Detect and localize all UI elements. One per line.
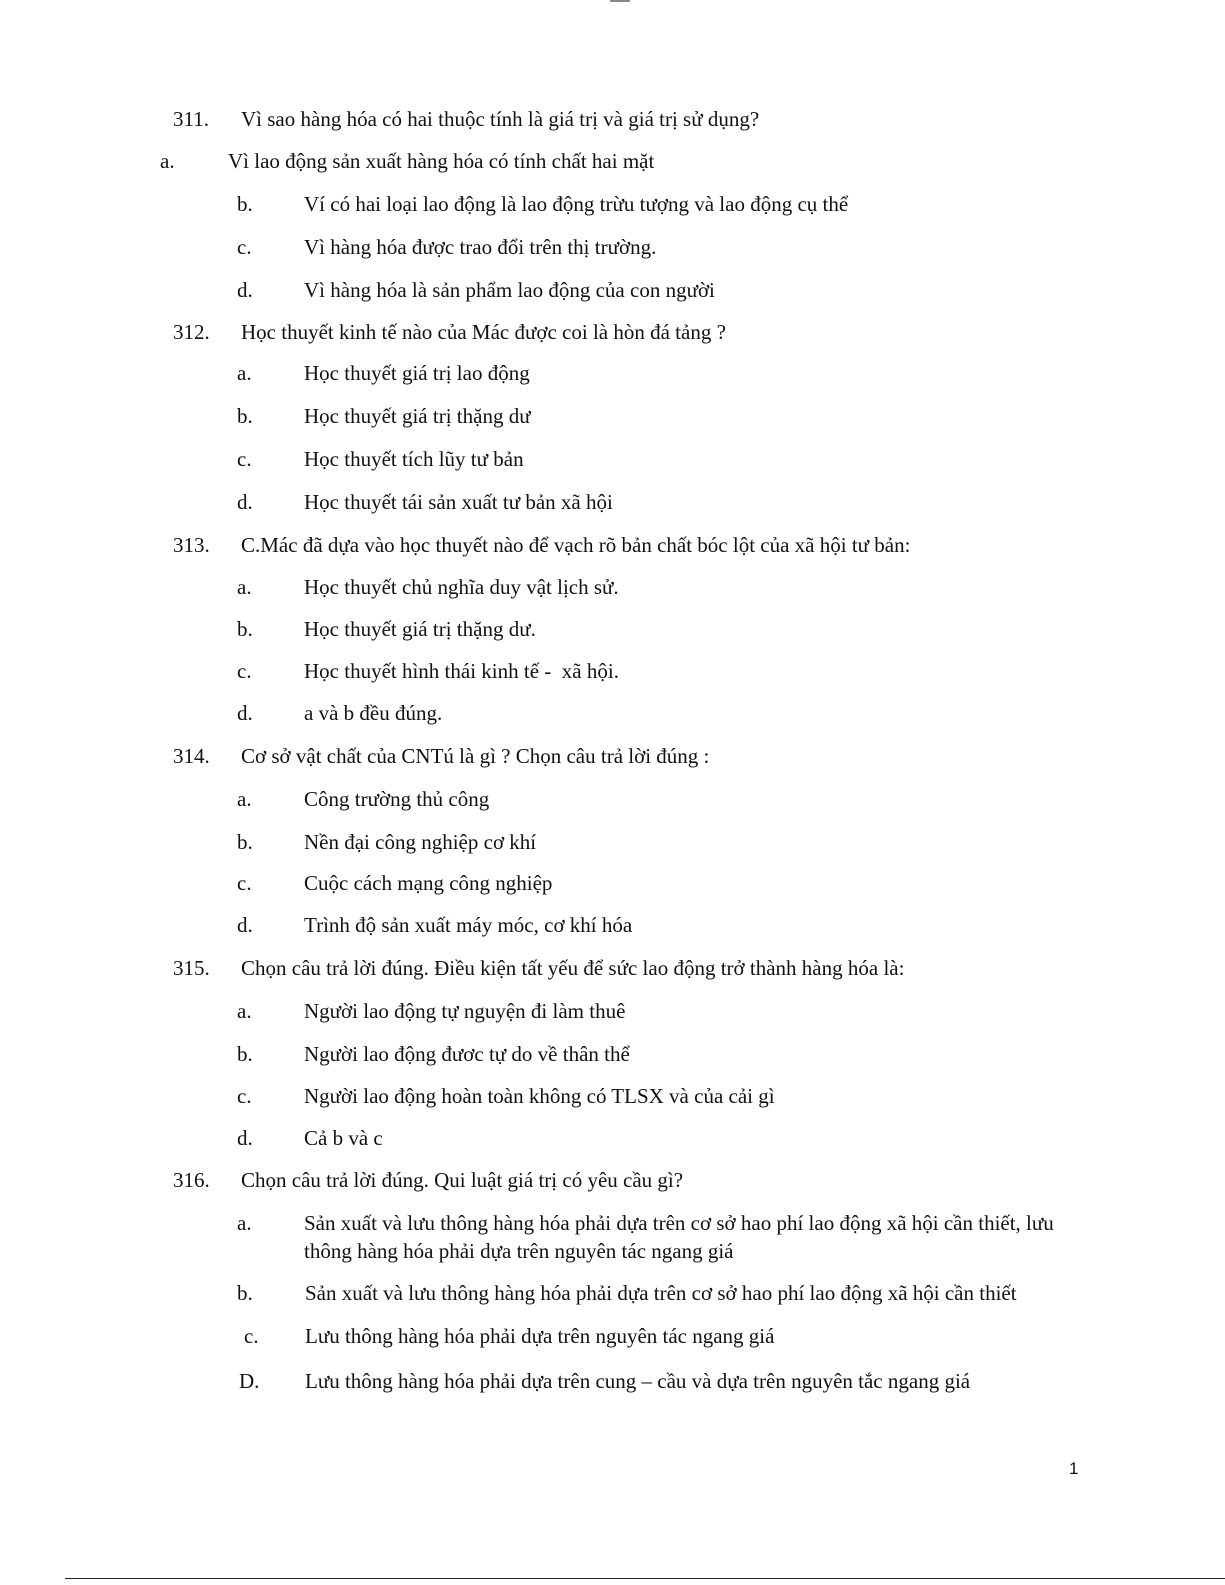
option-text: Trình độ sản xuất máy móc, cơ khí hóa [304,913,633,937]
option-label: a. [237,361,252,385]
question-text: Chọn câu trả lời đúng. Qui luật giá trị có yêu cầu gì? [241,1168,684,1192]
question-text: Chọn câu trả lời đúng. Điều kiện tất yếu để sức lao động trở thành hàng hóa là: [241,956,905,980]
option-label: b. [237,404,253,428]
option-text: Học thuyết giá trị thặng dư. [304,617,536,641]
option-label: c. [237,659,252,683]
option-label: d. [237,1126,253,1150]
option-text: Sản xuất và lưu thông hàng hóa phải dựa trên cơ sở hao phí lao động xã hội cần thiết [305,1281,1017,1305]
option-label: b. [237,1281,253,1305]
question-number: 313. [173,533,210,557]
option-text: Ví có hai loại lao động là lao động trừu tượng và lao động cụ thể [304,192,849,216]
option-label: b. [237,1042,253,1066]
option-text: Học thuyết chủ nghĩa duy vật lịch sử. [304,575,619,599]
question-number: 315. [173,956,210,980]
option-label: a. [160,149,175,173]
header-mark [610,0,630,2]
option-label: a. [237,787,252,811]
page-number: 1 [1069,1459,1079,1478]
option-label: d. [237,701,253,725]
option-text: Sản xuất và lưu thông hàng hóa phải dựa trên cơ sở hao phí lao động xã hội cần thiết, lưu thông hàng hóa phải dựa trên nguyên tác ngang giá [304,1211,1054,1263]
option-text: Vì hàng hóa được trao đổi trên thị trường. [304,235,657,259]
option-text: a và b đều đúng. [304,701,443,725]
question-number: 314. [173,744,210,768]
option-label: d. [237,278,253,302]
footer-rule [65,1578,1225,1579]
question-number: 312. [173,320,210,344]
option-text: Lưu thông hàng hóa phải dựa trên nguyên tác ngang giá [305,1324,775,1348]
option-label: d. [237,913,253,937]
option-text: Cả b và c [304,1126,383,1150]
option-label: a. [237,575,252,599]
option-text: Vì lao động sản xuất hàng hóa có tính chất hai mặt [228,149,655,173]
question-text: Vì sao hàng hóa có hai thuộc tính là giá trị và giá trị sử dụng? [241,107,760,131]
option-text: Người lao động hoàn toàn không có TLSX và của cải gì [304,1084,775,1108]
question-number: 311. [173,107,209,131]
question-text: Học thuyết kinh tế nào của Mác được coi là hòn đá tảng ? [241,320,726,344]
option-label: c. [237,1084,252,1108]
option-text: Học thuyết tích lũy tư bản [304,447,524,471]
option-text: Vì hàng hóa là sản phẩm lao động của con người [304,278,715,302]
option-label: c. [237,447,252,471]
option-text: Học thuyết tái sản xuất tư bản xã hội [304,490,613,514]
option-text: Học thuyết hình thái kinh tế - xã hội. [304,659,619,683]
option-label: a. [237,999,252,1023]
option-label: a. [237,1211,252,1235]
option-text: Người lao động tự nguyện đi làm thuê [304,999,626,1023]
option-label: d. [237,490,253,514]
option-text: Người lao động đươc tự do về thân thể [304,1042,630,1066]
option-label: b. [237,617,253,641]
option-label: b. [237,192,253,216]
option-text: Công trường thủ công [304,787,490,811]
option-text: Nền đại công nghiệp cơ khí [304,830,537,854]
question-text: Cơ sở vật chất của CNTú là gì ? Chọn câu trả lời đúng : [241,744,710,768]
option-text: Học thuyết giá trị lao động [304,361,530,385]
option-label: c. [237,235,252,259]
option-text: Cuộc cách mạng công nghiệp [304,871,553,895]
option-text: Lưu thông hàng hóa phải dựa trên cung – cầu và dựa trên nguyên tắc ngang giá [305,1369,971,1393]
option-label: c. [237,871,252,895]
question-text: C.Mác đã dựa vào học thuyết nào để vạch rõ bản chất bóc lột của xã hội tư bản: [241,533,911,557]
option-text: Học thuyết giá trị thặng dư [304,404,531,428]
option-label: c. [244,1324,259,1348]
option-label: D. [239,1369,260,1393]
option-label: b. [237,830,253,854]
question-number: 316. [173,1168,210,1192]
